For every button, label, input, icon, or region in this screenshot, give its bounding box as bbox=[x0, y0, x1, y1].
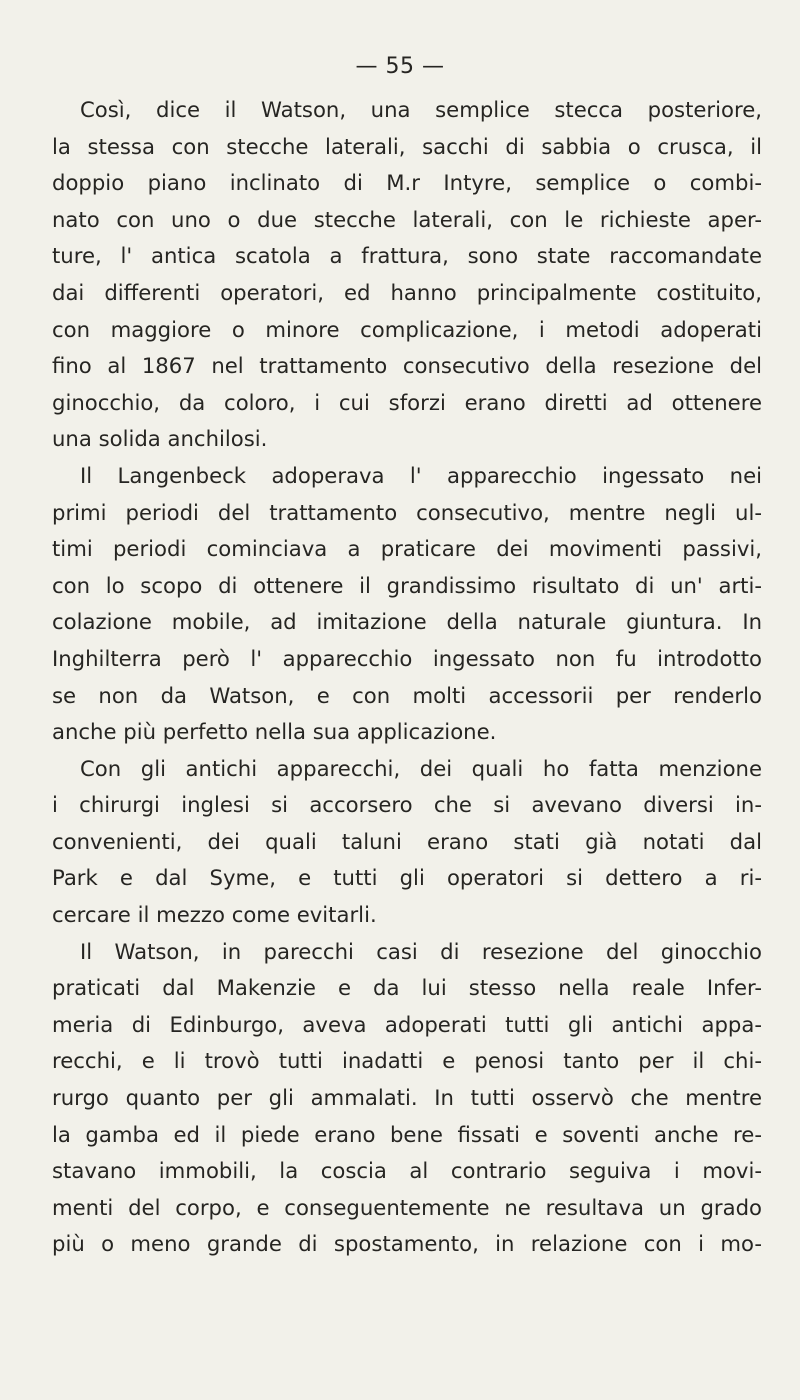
text-line: timi periodi cominciava a praticare dei movimenti passivi, bbox=[52, 536, 762, 562]
text-line: doppio piano inclinato di M.r Intyre, semplice o combi- bbox=[52, 170, 762, 196]
text-line: anche più perfetto nella sua applicazione. bbox=[52, 719, 497, 745]
text-line: fino al 1867 nel trattamento consecutivo della resezione del bbox=[52, 353, 762, 379]
text-line: ture, l' antica scatola a frattura, sono state raccomandate bbox=[52, 243, 762, 269]
text-line: menti del corpo, e conseguentemente ne resultava un grado bbox=[52, 1194, 762, 1220]
text-line: Il Watson, in parecchi casi di resezione del ginocchio bbox=[80, 938, 762, 964]
text-line: con lo scopo di ottenere il grandissimo risultato di un' arti- bbox=[52, 572, 762, 598]
text-line: Il Langenbeck adoperava l' apparecchio ingessato nei bbox=[80, 462, 762, 488]
text-line: Con gli antichi apparecchi, dei quali ho fatta menzione bbox=[80, 755, 762, 781]
body-text bbox=[52, 92, 762, 1263]
text-line: Inghilterra però l' apparecchio ingessato non fu introdotto bbox=[52, 645, 762, 671]
text-line: stavano immobili, la coscia al contrario seguiva i movi- bbox=[52, 1158, 762, 1184]
text-line: i chirurgi inglesi si accorsero che si avevano diversi in- bbox=[52, 792, 762, 818]
text-line: colazione mobile, ad imitazione della naturale giuntura. In bbox=[52, 609, 762, 635]
page-number: — 55 — bbox=[355, 54, 445, 79]
text-line: se non da Watson, e con molti accessorii per renderlo bbox=[52, 682, 762, 708]
text-line: convenienti, dei quali taluni erano stati già notati dal bbox=[52, 828, 762, 854]
text-line: rurgo quanto per gli ammalati. In tutti osservò che mentre bbox=[52, 1085, 762, 1111]
text-line: Così, dice il Watson, una semplice stecca posteriore, bbox=[80, 97, 762, 122]
text-line: recchi, e li trovò tutti inadatti e penosi tanto per il chi- bbox=[52, 1048, 762, 1074]
text-line: primi periodi del trattamento consecutivo, mentre negli ul- bbox=[52, 499, 762, 525]
text-line: cercare il mezzo come evitarli. bbox=[52, 902, 377, 928]
text-line: una solida anchilosi. bbox=[52, 426, 268, 452]
text-line: ginocchio, da coloro, i cui sforzi erano diretti ad ottenere bbox=[52, 389, 762, 415]
text-line: la gamba ed il piede erano bene fissati e soventi anche re- bbox=[52, 1121, 762, 1147]
text-line: con maggiore o minore complicazione, i metodi adoperati bbox=[52, 316, 762, 342]
text-line: nato con uno o due stecche laterali, con le richieste aper- bbox=[52, 206, 762, 232]
text-line: Park e dal Syme, e tutti gli operatori si dettero a ri- bbox=[52, 865, 762, 891]
text-line: praticati dal Makenzie e da lui stesso nella reale Infer- bbox=[52, 975, 762, 1001]
text-line: più o meno grande di spostamento, in relazione con i mo- bbox=[52, 1231, 762, 1257]
text-line: dai differenti operatori, ed hanno principalmente costituito, bbox=[52, 279, 762, 305]
text-line: meria di Edinburgo, aveva adoperati tutti gli antichi appa- bbox=[52, 1011, 762, 1037]
text-line: la stessa con stecche laterali, sacchi di sabbia o crusca, il bbox=[52, 133, 762, 159]
